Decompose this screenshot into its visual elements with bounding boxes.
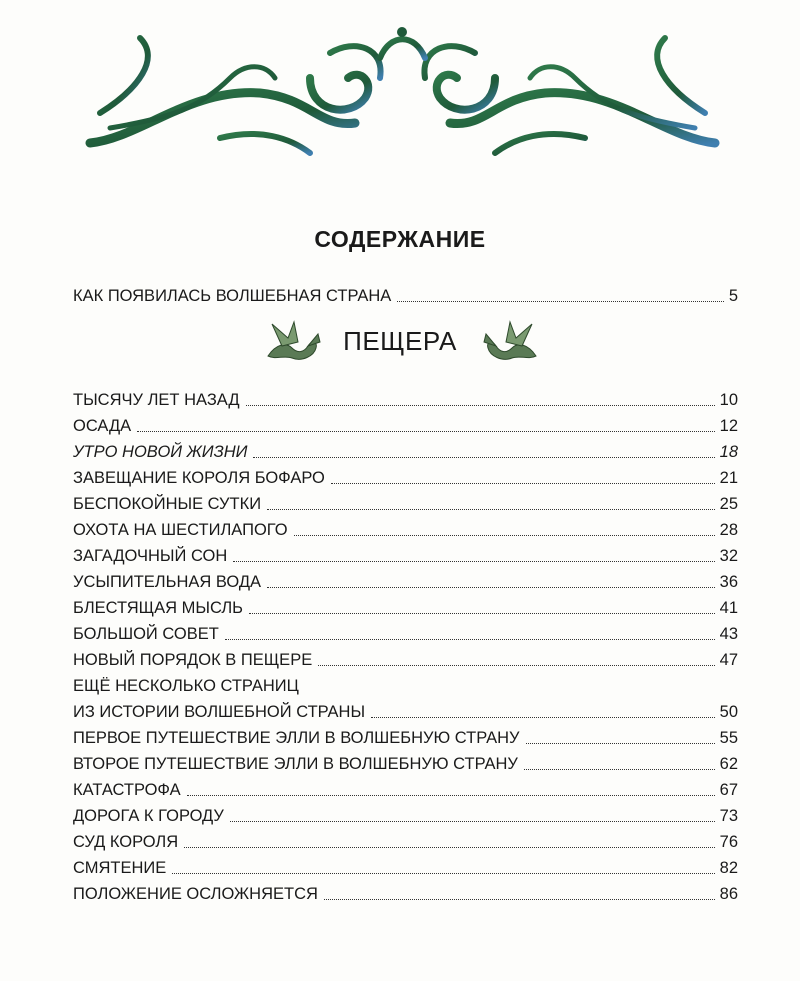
toc-entry[interactable] xyxy=(73,416,738,436)
toc-entry-page: 36 xyxy=(719,573,738,591)
toc-entry[interactable] xyxy=(73,468,738,488)
toc-entry-title: ОХОТА НА ШЕСТИЛАПОГО xyxy=(73,521,288,539)
toc-entry[interactable] xyxy=(73,806,738,826)
toc-entry-title: ЗАГАДОЧНЫЙ СОН xyxy=(73,547,228,565)
toc-entry[interactable] xyxy=(73,858,738,878)
dragon-icon xyxy=(480,316,546,366)
toc-entry[interactable] xyxy=(73,520,738,540)
toc-entry-title: БОЛЬШОЙ СОВЕТ xyxy=(73,625,219,643)
toc-entry[interactable] xyxy=(73,754,738,774)
toc-leader-dots xyxy=(324,899,715,900)
toc-entry[interactable] xyxy=(73,728,738,748)
toc-entry-title: ВТОРОЕ ПУТЕШЕСТВИЕ ЭЛЛИ В ВОЛШЕБНУЮ СТРАНУ xyxy=(73,755,518,773)
toc-entry-title: ИЗ ИСТОРИИ ВОЛШЕБНОЙ СТРАНЫ xyxy=(73,703,366,721)
toc-entry-title: СУД КОРОЛЯ xyxy=(73,833,179,851)
toc-leader-dots xyxy=(137,431,715,432)
toc-entry[interactable] xyxy=(73,390,738,410)
toc-entry[interactable] xyxy=(73,572,738,592)
toc-entry-title: КАК ПОЯВИЛАСЬ ВОЛШЕБНАЯ СТРАНА xyxy=(73,287,392,305)
section-title: ПЕЩЕРА xyxy=(343,326,457,356)
toc-leader-dots xyxy=(246,405,715,406)
toc-leader-dots xyxy=(253,457,714,458)
toc-entry[interactable] xyxy=(73,650,738,670)
toc-entry-page: 62 xyxy=(719,755,738,773)
toc-entry[interactable] xyxy=(73,494,738,514)
toc-leader-dots xyxy=(233,561,714,562)
toc-entry[interactable] xyxy=(73,780,738,800)
toc-entry[interactable] xyxy=(73,676,738,696)
toc-entry-page: 55 xyxy=(719,729,738,747)
toc-entry[interactable] xyxy=(73,286,738,306)
toc-entry-title: ОСАДА xyxy=(73,417,132,435)
toc-entry-page: 73 xyxy=(719,807,738,825)
toc-entry-title: ПЕРВОЕ ПУТЕШЕСТВИЕ ЭЛЛИ В ВОЛШЕБНУЮ СТРАНУ xyxy=(73,729,520,747)
toc-entry-title: ДОРОГА К ГОРОДУ xyxy=(73,807,224,825)
toc-leader-dots xyxy=(397,301,724,302)
toc-entry-page: 86 xyxy=(719,885,738,903)
toc-entry[interactable] xyxy=(73,598,738,618)
ornament-header-icon xyxy=(80,18,725,168)
toc-entry-title: ТЫСЯЧУ ЛЕТ НАЗАД xyxy=(73,391,240,409)
toc-leader-dots xyxy=(524,769,715,770)
toc-entry[interactable] xyxy=(73,884,738,904)
toc-entry-page: 12 xyxy=(719,417,738,435)
toc-entry-page: 18 xyxy=(719,443,738,461)
section-heading xyxy=(0,316,800,366)
toc-entry[interactable] xyxy=(73,442,738,462)
toc-leader-dots xyxy=(187,795,715,796)
toc-entry-page: 41 xyxy=(719,599,738,617)
toc-entry-page: 50 xyxy=(719,703,738,721)
toc-entry-page: 76 xyxy=(719,833,738,851)
toc-entry[interactable] xyxy=(73,546,738,566)
toc-leader-dots xyxy=(230,821,715,822)
toc-entry-page: 67 xyxy=(719,781,738,799)
toc-entry[interactable] xyxy=(73,832,738,852)
toc-leader-dots xyxy=(267,509,715,510)
toc-entry-page: 43 xyxy=(719,625,738,643)
toc-entry-page: 82 xyxy=(719,859,738,877)
toc-leader-dots xyxy=(267,587,715,588)
toc-leader-dots xyxy=(526,743,715,744)
toc-entry-page: 10 xyxy=(719,391,738,409)
toc-leader-dots xyxy=(371,717,715,718)
toc-entry-title: ЗАВЕЩАНИЕ КОРОЛЯ БОФАРО xyxy=(73,469,325,487)
toc-entry-title: ПОЛОЖЕНИЕ ОСЛОЖНЯЕТСЯ xyxy=(73,885,318,903)
toc-entry-title: БЛЕСТЯЩАЯ МЫСЛЬ xyxy=(73,599,244,617)
toc-entry-title: БЕСПОКОЙНЫЕ СУТКИ xyxy=(73,495,262,513)
toc-entry-title: УСЫПИТЕЛЬНАЯ ВОДА xyxy=(73,573,261,591)
page-title: СОДЕРЖАНИЕ xyxy=(314,226,486,252)
toc-leader-dots xyxy=(294,535,715,536)
toc-entry-title: КАТАСТРОФА xyxy=(73,781,181,799)
toc-leader-dots xyxy=(331,483,715,484)
toc-leader-dots xyxy=(318,665,714,666)
toc-leader-dots xyxy=(184,847,714,848)
toc-entry-page: 21 xyxy=(719,469,738,487)
toc-entry-title: ЕЩЁ НЕСКОЛЬКО СТРАНИЦ xyxy=(73,677,299,695)
toc-entry-page: 5 xyxy=(728,287,738,305)
toc-entry-page: 47 xyxy=(719,651,738,669)
toc-leader-dots xyxy=(172,873,714,874)
toc-entry[interactable] xyxy=(73,624,738,644)
toc-entry[interactable] xyxy=(73,702,738,722)
toc-leader-dots xyxy=(249,613,715,614)
toc-entry-page: 25 xyxy=(719,495,738,513)
toc-entry-title: СМЯТЕНИЕ xyxy=(73,859,167,877)
toc-entry-title: НОВЫЙ ПОРЯДОК В ПЕЩЕРЕ xyxy=(73,651,313,669)
toc-entry-title: УТРО НОВОЙ ЖИЗНИ xyxy=(73,443,248,461)
toc-entry-page: 32 xyxy=(719,547,738,565)
toc-leader-dots xyxy=(225,639,715,640)
toc-entry-page: 28 xyxy=(719,521,738,539)
